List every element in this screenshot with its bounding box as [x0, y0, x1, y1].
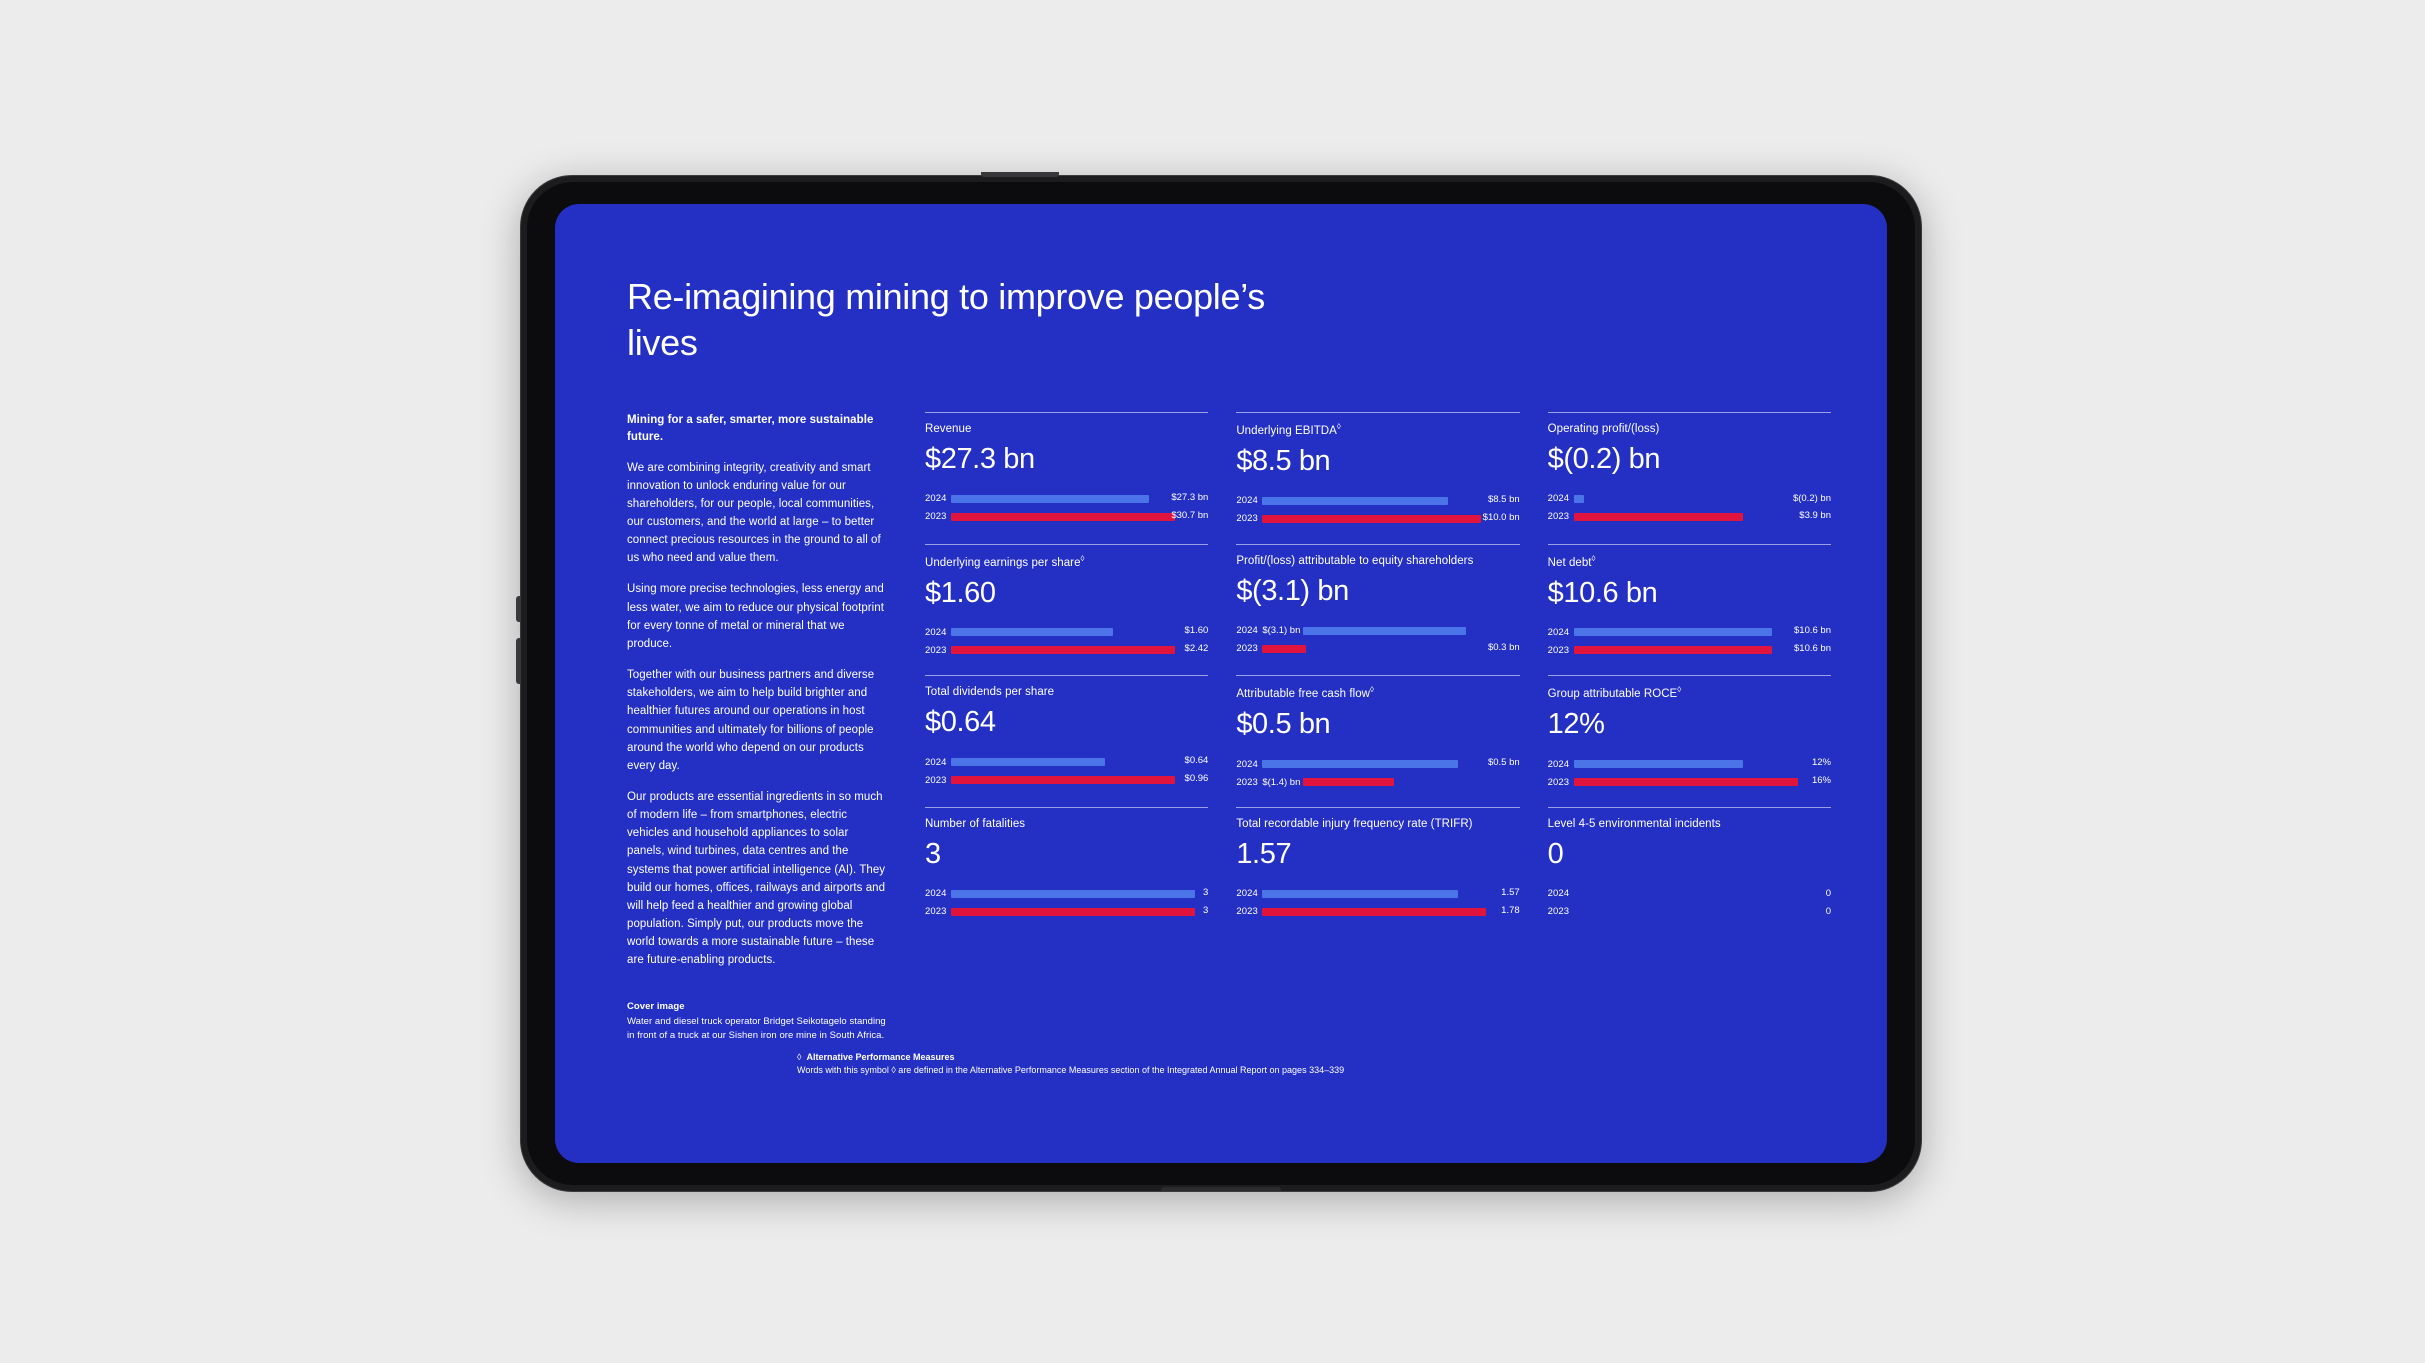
metric-row [925, 807, 1831, 937]
bar-year-label: 2023 [925, 511, 947, 523]
power-button[interactable] [981, 172, 1059, 177]
metric-card [925, 412, 1208, 544]
bar-track [1262, 886, 1520, 898]
bar-row [1548, 492, 1831, 506]
page-title: Re-imagining mining to improve people’s lives [627, 276, 1265, 364]
volume-up-button[interactable] [516, 596, 521, 622]
content-grid [627, 412, 1831, 1043]
bar-track [951, 625, 1209, 637]
bar-track [1574, 495, 1788, 503]
bar-value-label: $0.64 [1184, 755, 1209, 767]
narrative-lead: Mining for a safer, smarter, more sustainable future. [627, 414, 874, 443]
bar-year-label: 2024 [925, 888, 947, 900]
bar-fill [1574, 513, 1744, 521]
bar-track [951, 773, 1209, 785]
narrative-column [627, 412, 889, 1043]
bar-value-label: 0 [1825, 888, 1831, 900]
tablet-device-frame [520, 175, 1922, 1192]
bar-year-label: 2024 [925, 626, 947, 638]
bar-fill [1574, 495, 1585, 503]
cover-image-credit [627, 1000, 889, 1043]
metric-bar-chart [1236, 757, 1519, 789]
bar-year-label: 2023 [1236, 643, 1258, 655]
bar-track [1262, 904, 1520, 916]
charging-port [1161, 1187, 1281, 1191]
metric-value: 0 [1547, 838, 1564, 871]
bar-year-label: 2024 [1236, 625, 1258, 637]
bar-track [951, 904, 1209, 916]
bar-row [925, 905, 1208, 919]
bar-row [925, 755, 1208, 769]
metric-value: 3 [925, 838, 941, 871]
bar-fill [1303, 627, 1465, 635]
metric-label: Operating profit/(loss) [1547, 423, 1660, 436]
metric-bar-chart [1236, 494, 1519, 526]
metric-bar-chart [925, 755, 1208, 787]
bar-track [1262, 641, 1520, 653]
bar-fill [1262, 908, 1486, 916]
apm-symbol-icon: ◊ [797, 1051, 802, 1062]
bar-value-label: $0.5 bn [1487, 757, 1520, 769]
metric-card [1236, 675, 1519, 807]
bar-row [1548, 905, 1831, 919]
bar-fill [1574, 760, 1744, 768]
bar-row [1548, 757, 1831, 771]
bar-year-label: 2023 [925, 644, 947, 656]
bar-track [951, 491, 1209, 503]
metric-card [1236, 544, 1519, 676]
bar-track [1574, 908, 1821, 916]
bar-track [951, 643, 1209, 655]
bar-track [1262, 757, 1520, 769]
bar-fill [1262, 890, 1458, 898]
bar-row [925, 492, 1208, 506]
metric-bar-chart [1548, 492, 1831, 524]
bar-track [951, 509, 1209, 521]
bar-row [1548, 643, 1831, 657]
footnote-title: Alternative Performance Measures [806, 1051, 955, 1062]
metric-card [1236, 807, 1519, 937]
bar-value-label: 16% [1811, 775, 1831, 787]
bar-year-label: 2023 [1547, 906, 1570, 918]
bar-fill [1262, 760, 1458, 768]
bar-row [1548, 625, 1831, 639]
metric-label: Level 4-5 environmental incidents [1547, 818, 1721, 831]
metrics-panel [925, 412, 1831, 1043]
bar-value-label: $3.9 bn [1799, 509, 1831, 521]
bar-year-label: 2024 [925, 756, 947, 768]
bar-fill [951, 646, 1175, 654]
narrative-paragraph: Using more precise technologies, less energy and less water, we aim to reduce our physical footprint for every tonne of metal or mineral that we produce. [627, 583, 884, 650]
metric-bar-chart [1548, 757, 1831, 789]
bar-fill [1574, 646, 1772, 654]
bar-fill [951, 776, 1175, 784]
bar-value-label: $10.0 bn [1482, 511, 1520, 523]
footnote-block [611, 1051, 1831, 1078]
metric-value: 1.57 [1236, 838, 1292, 871]
apm-symbol-icon: ◊ [1336, 422, 1341, 432]
metric-bar-chart [1236, 624, 1519, 656]
bar-value-label: 1.78 [1501, 904, 1520, 916]
bar-value-label: 0 [1825, 906, 1831, 918]
bar-year-label: 2023 [1236, 513, 1258, 525]
bar-value-label: $10.6 bn [1794, 643, 1831, 655]
report-page [555, 204, 1887, 1163]
metric-card [925, 675, 1208, 807]
bar-row [925, 887, 1208, 901]
metric-card [1548, 675, 1831, 807]
bar-year-label: 2024 [1547, 888, 1570, 900]
bar-fill [1262, 515, 1481, 523]
bar-year-label: 2024 [1236, 495, 1258, 507]
bar-row [925, 510, 1208, 524]
metric-card [1548, 412, 1831, 544]
bar-fill [951, 890, 1195, 898]
bar-year-label: 2023 [1547, 644, 1570, 656]
volume-down-button[interactable] [516, 638, 521, 684]
bar-value-label: $8.5 bn [1487, 493, 1520, 505]
bar-fill [951, 495, 1149, 503]
metric-value: $8.5 bn [1236, 444, 1331, 477]
bar-row [925, 773, 1208, 787]
metric-value: 12% [1547, 708, 1605, 741]
bar-row [1236, 905, 1519, 919]
bar-track [1574, 775, 1831, 787]
bar-track [951, 886, 1209, 898]
bar-fill [1262, 497, 1447, 505]
bar-value-label: $0.96 [1184, 773, 1209, 785]
metric-label: Revenue [925, 423, 972, 436]
bar-fill [951, 758, 1105, 766]
bar-fill [1303, 778, 1394, 786]
bar-year-label: 2023 [925, 774, 947, 786]
bar-value-label: 3 [1203, 886, 1209, 898]
metric-card [1548, 544, 1831, 676]
bar-value-label: 12% [1811, 757, 1831, 769]
bar-year-label: 2024 [925, 493, 947, 505]
metric-label: Total dividends per share [925, 686, 1055, 699]
metric-label: Underlying earnings per share◊ [925, 553, 1085, 569]
metric-row [925, 544, 1831, 676]
bar-track [1574, 757, 1831, 769]
bar-row [925, 643, 1208, 657]
metric-value: $0.5 bn [1236, 708, 1331, 741]
bar-fill [951, 513, 1175, 521]
metric-card [1236, 412, 1519, 544]
apm-symbol-icon: ◊ [1677, 685, 1682, 695]
bar-value-label: 3 [1203, 904, 1209, 916]
bar-track [1574, 643, 1831, 655]
narrative-paragraph: Together with our business partners and diverse stakeholders, we aim to help build brighter and healthier futures around our operations in host communities and ultimately for billions of people around the world who depend on our products every day. [627, 669, 875, 772]
bar-year-label: 2023 [925, 906, 947, 918]
bar-year-label: 2023 [1236, 776, 1258, 788]
metric-bar-chart [1548, 887, 1831, 919]
bar-track [1303, 627, 1519, 635]
metric-label: Underlying EBITDA◊ [1236, 422, 1341, 437]
bar-row [1548, 887, 1831, 901]
bar-track [1262, 493, 1520, 505]
bar-row [1236, 494, 1519, 508]
bar-track [1574, 890, 1821, 898]
bar-value-label: $0.3 bn [1487, 641, 1520, 653]
bar-value-label: $10.6 bn [1794, 625, 1831, 637]
metric-card [925, 807, 1208, 937]
bar-fill [1574, 628, 1772, 636]
bar-value-label: 1.57 [1501, 886, 1520, 898]
bar-fill [1262, 645, 1306, 653]
cover-image-title: Cover image [627, 1000, 685, 1012]
bar-value-label: $2.42 [1184, 643, 1209, 655]
bar-row [1548, 510, 1831, 524]
bar-value-prefix: $(1.4) bn [1262, 776, 1301, 788]
apm-symbol-icon: ◊ [1080, 553, 1085, 563]
metric-row [925, 412, 1831, 544]
apm-symbol-icon: ◊ [1591, 553, 1596, 563]
bar-row [1236, 512, 1519, 526]
metric-label: Profit/(loss) attributable to equity shareholders [1236, 554, 1474, 567]
bar-value-label: $(0.2) bn [1792, 493, 1831, 505]
bar-year-label: 2024 [1547, 493, 1570, 505]
bar-value-prefix: $(3.1) bn [1262, 625, 1301, 637]
bar-track [951, 755, 1209, 767]
bar-track [1574, 509, 1831, 521]
bar-year-label: 2024 [1236, 758, 1258, 770]
bar-year-label: 2024 [1547, 758, 1570, 770]
metric-row [925, 675, 1831, 807]
bar-value-label: $1.60 [1184, 625, 1209, 637]
tablet-screen [555, 204, 1887, 1163]
bar-row [1236, 624, 1519, 638]
bar-row [1548, 775, 1831, 789]
metric-bar-chart [925, 887, 1208, 919]
bar-year-label: 2023 [1547, 776, 1570, 788]
metric-bar-chart [1548, 625, 1831, 657]
metric-value: $10.6 bn [1547, 576, 1658, 609]
narrative-paragraph: We are combining integrity, creativity and smart innovation to unlock enduring value for our shareholders, for our people, local communities, our customers, and the world at large – to better connect precious resources in the ground to all of us who need and value them. [627, 461, 881, 565]
bar-row [1236, 642, 1519, 656]
metric-value: $(0.2) bn [1547, 443, 1661, 476]
metric-bar-chart [1236, 887, 1519, 919]
apm-symbol-icon: ◊ [1370, 685, 1375, 695]
footnote-text: Words with this symbol ◊ are defined in the Alternative Performance Measures section of the Integrated Annual Report on pages 334–339 [797, 1065, 1345, 1076]
metric-value: $27.3 bn [925, 443, 1035, 476]
bar-fill [951, 908, 1195, 916]
metric-bar-chart [925, 492, 1208, 524]
bar-track [1574, 625, 1831, 637]
bar-value-label: $30.7 bn [1171, 509, 1209, 521]
bar-year-label: 2024 [1236, 888, 1258, 900]
bar-year-label: 2023 [1236, 906, 1258, 918]
metric-value: $1.60 [925, 576, 996, 609]
narrative-paragraph: Our products are essential ingredients in so much of modern life – from smartphones, electric vehicles and household appliances to solar panels, wind turbines, data centres and the systems that power artificial intelligence (AI). They build our homes, offices, railways and airports and will help feed a healthier and growing global population. Simply put, our products move the world towards a more sustainable future – these are future-enabling products. [627, 791, 886, 967]
metric-label: Total recordable injury frequency rate (TRIFR) [1236, 818, 1473, 831]
bar-year-label: 2024 [1547, 626, 1570, 638]
metric-value: $0.64 [925, 706, 996, 739]
metric-label: Net debt◊ [1547, 553, 1596, 569]
bar-value-label: $27.3 bn [1171, 491, 1209, 503]
metric-label: Number of fatalities [925, 818, 1026, 831]
metric-card [1548, 807, 1831, 937]
metric-label: Attributable free cash flow◊ [1236, 685, 1375, 701]
bar-fill [951, 628, 1113, 636]
bar-track [1303, 778, 1519, 786]
bar-row [925, 625, 1208, 639]
bar-track [1262, 511, 1520, 523]
metric-bar-chart [925, 625, 1208, 657]
bar-row [1236, 757, 1519, 771]
metric-value: $(3.1) bn [1236, 574, 1349, 607]
bar-row [1236, 887, 1519, 901]
metric-label: Group attributable ROCE◊ [1547, 685, 1682, 701]
cover-image-caption: Water and diesel truck operator Bridget Seikotagelo standing in front of a truck at our Sishen iron ore mine in South Africa. [627, 1016, 886, 1042]
bar-year-label: 2023 [1547, 511, 1570, 523]
bar-row [1236, 775, 1519, 789]
bar-fill [1574, 778, 1798, 786]
metric-card [925, 544, 1208, 676]
